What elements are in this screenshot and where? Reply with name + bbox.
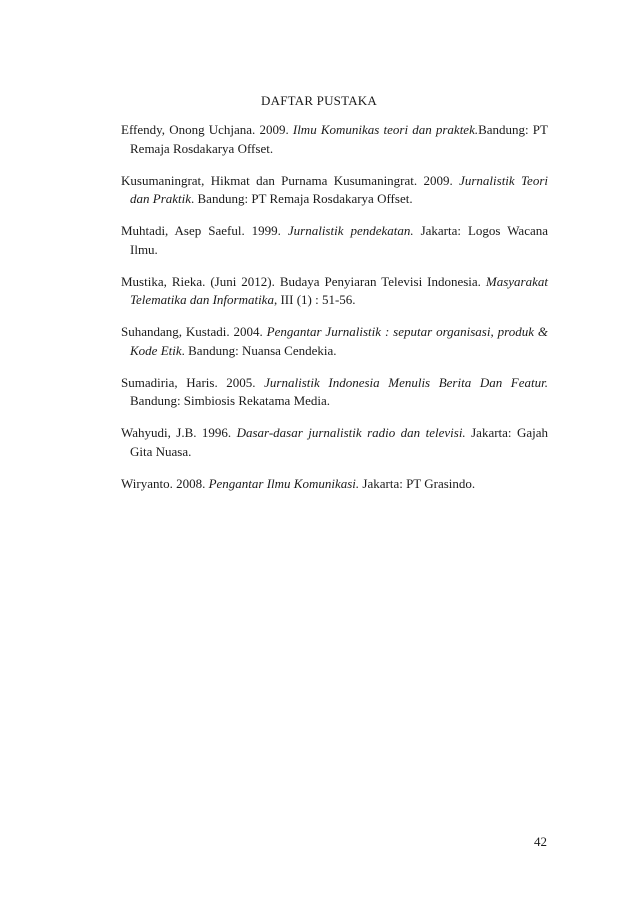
reference-item [121, 172, 548, 209]
reference-title: Jurnalistik Teori dan Praktik [130, 172, 549, 206]
reference-publisher: Jakarta: Gajah Gita Nuasa. [130, 425, 548, 459]
reference-item [121, 374, 548, 411]
reference-publisher: Jakarta: Logos Wacana Ilmu. [130, 223, 549, 257]
reference-publisher: . Bandung: PT Remaja Rosdakarya Offset. [191, 191, 413, 206]
reference-list [121, 121, 548, 507]
reference-text: Kusumaningrat, Hikmat dan Purnama Kusumaningrat. 2009. [121, 172, 460, 188]
reference-title: Pengantar Jurnalistik : seputar organisasi, produk & Kode Etik [130, 324, 548, 358]
reference-publisher: Bandung: Simbiosis Rekatama Media. [130, 393, 331, 408]
reference-title: Jurnalistik Indonesia Menulis Berita Dan Featur. [264, 374, 548, 390]
reference-item [121, 121, 548, 158]
reference-publisher: Bandung: PT Remaja Rosdakarya Offset. [130, 122, 548, 156]
reference-publisher: . Bandung: Nuansa Cendekia. [181, 342, 337, 358]
reference-title: Masyarakat Telematika dan Informatika [130, 273, 548, 307]
reference-text: Effendy, Onong Uchjana. 2009. [121, 122, 293, 137]
reference-publisher: Jakarta: PT Grasindo. [359, 475, 476, 491]
page-title: DAFTAR PUSTAKA [261, 93, 377, 108]
reference-title: Dasar-dasar jurnalistik radio dan televisi. [236, 425, 466, 440]
reference-title: Ilmu Komunikas teori dan praktek. [292, 122, 479, 137]
reference-text: Muhtadi, Asep Saeful. 1999. [121, 223, 288, 238]
reference-publisher: , III (1) : 51-56. [273, 292, 356, 307]
page-number: 42 [534, 834, 547, 849]
reference-text: Sumadiria, Haris. 2005. [121, 374, 265, 390]
reference-item [121, 475, 548, 494]
reference-item [121, 273, 548, 310]
reference-title: Jurnalistik pendekatan. [287, 223, 414, 238]
reference-text: Wahyudi, J.B. 1996. [121, 425, 237, 440]
reference-item [121, 222, 548, 259]
reference-item [121, 323, 548, 360]
reference-item [121, 424, 548, 461]
reference-title: Pengantar Ilmu Komunikasi. [208, 475, 360, 491]
reference-text: Suhandang, Kustadi. 2004. [121, 324, 267, 339]
reference-text: Wiryanto. 2008. [121, 475, 209, 491]
reference-text: Mustika, Rieka. (Juni 2012). Budaya Penyiaran Televisi Indonesia. [121, 273, 486, 289]
